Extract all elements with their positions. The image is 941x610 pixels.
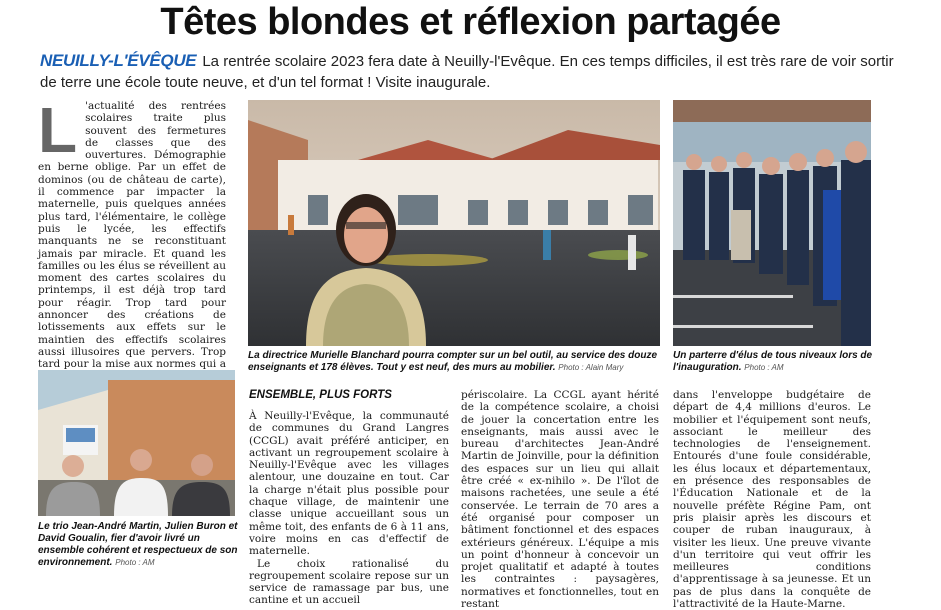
main-photo-caption (248, 350, 660, 374)
lead-paragraph (40, 50, 900, 93)
column-2-paragraph-1: À Neuilly-l'Evêque, la communauté de communes du Grand Langres (CCGL) avait préféré anticiper, en activant un regroupement scolaire à Neuilly-l'Evêque avec les villages alentour, une douzaine en tout. Car la charge n'était plus possible pour chaque village, de maintenir une classe unique accueillant sous un même toit, des enfants de 6 à 11 ans, voire moins en cas d'effectif de maternelle. (249, 410, 449, 558)
right-photo-caption (673, 350, 873, 374)
column-2 (249, 410, 449, 607)
headline: Têtes blondes et réflexion partagée (160, 1, 781, 43)
right-photo-credit: Photo : AM (744, 363, 784, 372)
left-photo-caption (38, 521, 238, 569)
column-1-text: 'actualité des rentrées scolaires traite plus souvent des fermetures de classes que des ouvertures. Démographie en berne oblige. Par un effet de dominos (ou de château de carte), il commence par impacter la maternelle, puis quelques années plus tard, l'élémentaire, le collège puis le lycée, les effectifs manquants ne se reconstituant jamais par miracle. Et quand les familles ou les élus se réveillent au moment des cartes scolaires du printemps, il est déjà trop tard pour réagir. Trop tard pour annoncer des créations de lotissements aux effets sur le maintien des effectifs scolaires aussi illusoires que pervers. Trop tard pour la mise aux normes qui a (38, 100, 226, 371)
dropcap: L (38, 94, 78, 166)
column-3 (461, 389, 659, 610)
left-caption-text: Le trio Jean-André Martin, Julien Buron et David Goualin, fier d'avoir livré un ensemble cohérent et respectueux de son environnement. (38, 521, 238, 568)
architects-trio-image (38, 370, 235, 516)
main-photo (248, 100, 660, 346)
main-photo-credit: Photo : Alain Mary (558, 363, 624, 372)
right-caption-text: Un parterre d'élus de tous niveaux lors de l'inauguration. (673, 350, 873, 373)
column-4 (673, 389, 871, 610)
column-2-paragraph-2: Le choix rationalisé du regroupement scolaire repose sur un service de ramassage par bus, une cantine et un accueil (249, 557, 449, 607)
main-caption-text: La directrice Murielle Blanchard pourra compter sur un bel outil, au service des douze enseignants et 178 élèves. Tout y est neuf, des murs au mobilier. (248, 350, 657, 373)
left-photo-credit: Photo : AM (115, 558, 155, 567)
column-1 (38, 94, 226, 395)
column-3-text: périscolaire. La CCGL ayant hérité de la compétence scolaire, a choisi de jouer la concertation entre les enseignants, mais aussi avec le bureau d'architectes Jean-André Martin de Joinville, pour la définition des espaces sur un lieu qui allait être créé « ex-nihilo ». De l'îlot de maisons rachetées, une seule a été conservée. Le terrain de 70 ares a été organisé pour composer un bâtiment fonctionnel et des espaces extérieurs généreux. L'équipe a mis un point d'honneur à concevoir un projet qualitatif et adapté à toutes les contraintes : paysagères, normatives et fonctionnelles, tout en restant (461, 389, 659, 610)
right-photo (673, 100, 871, 346)
lead-text: La rentrée scolaire 2023 fera date à Neuilly-l'Evêque. En ces temps difficiles, il est très rare de voir sortir de terre une école toute neuve, et d'un tel format ! Visite inaugurale. (40, 53, 894, 91)
column-4-text: dans l'enveloppe budgétaire de départ de 4,4 millions d'euros. Le mobilier et l'équipement sont neufs, associant le meilleur des technologies de l'enseignement. Entourés d'une foule considérable, les élus locaux et départementaux, en présence des responsables de l'Éducation Nationale et de la nouvelle préfète Régine Pam, ont pris plaisir après les discours et couper de ruban inauguraux, à visiter les lieux. Une preuve vivante d'un territoire qui veut offrir les meilleures conditions d'apprentissage à sa jeunesse. Et un pas de plus dans la conquête de l'attractivité de la Haute-Marne. (673, 389, 871, 610)
left-photo (38, 370, 235, 516)
kicker: NEUILLY-L'ÉVÊQUE (40, 51, 197, 70)
officials-crowd-image (673, 100, 871, 346)
section-subhead: ENSEMBLE, PLUS FORTS (249, 389, 392, 401)
school-courtyard-image (248, 100, 660, 346)
